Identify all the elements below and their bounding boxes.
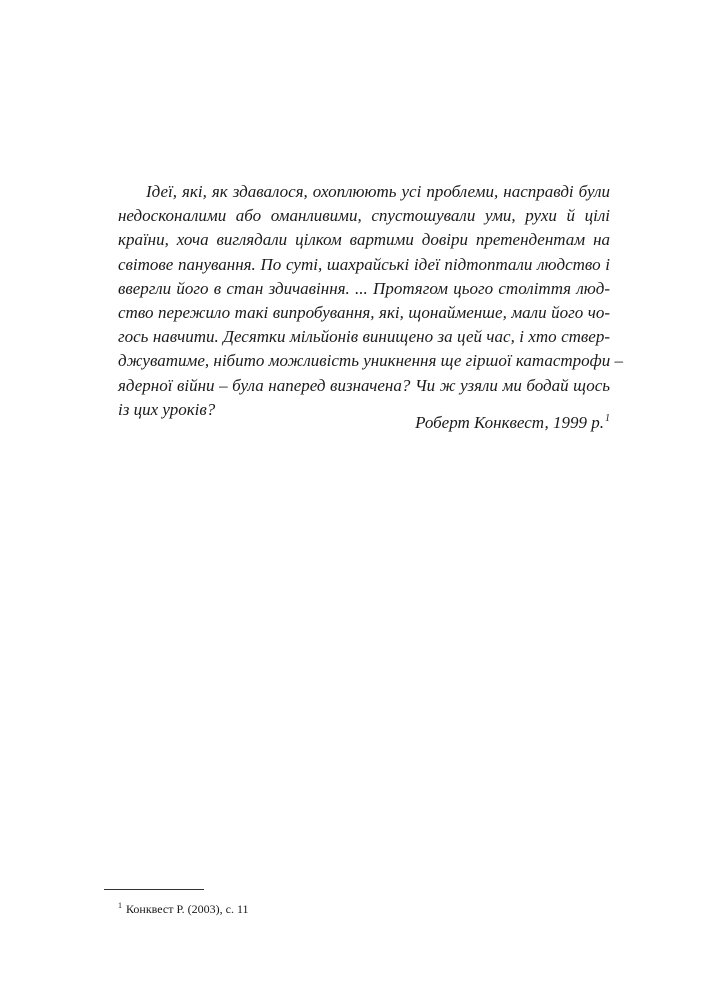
quote-line: із цих уроків? bbox=[118, 399, 216, 419]
quote-line: ство пережило такі випробування, які, щонайменше, мали його чо- bbox=[118, 302, 610, 322]
quote-line: ядерної війни – була наперед визначена? Чи ж узяли ми бодай щось bbox=[118, 375, 610, 395]
attribution-text: Роберт Конквест, 1999 р. bbox=[415, 413, 604, 432]
quote-line: гось навчити. Десятки мільйонів винищено за цей час, і хто ствер- bbox=[118, 327, 610, 347]
footnote bbox=[118, 898, 249, 917]
quote-attribution bbox=[415, 407, 610, 435]
quote-line: ввергли його в стан здичавіння. ... Протягом цього століття люд- bbox=[118, 278, 610, 298]
footnote-text: Конквест Р. (2003), с. 11 bbox=[126, 902, 249, 916]
footnote-number: 1 bbox=[118, 901, 122, 910]
epigraph-quote bbox=[118, 180, 623, 422]
footnote-divider bbox=[104, 889, 204, 890]
quote-line: світове панування. По суті, шахрайські ідеї підтоптали людство і bbox=[118, 254, 610, 274]
quote-line: джуватиме, нібито можливість уникнення ще гіршої катастрофи – bbox=[118, 351, 623, 371]
quote-line: країни, хоча виглядали цілком вартими довіри претендентам на bbox=[118, 230, 610, 250]
footnote-reference[interactable]: 1 bbox=[605, 413, 610, 424]
quote-line: Ідеї, які, як здавалося, охоплюють усі проблеми, насправді були bbox=[146, 182, 610, 201]
quote-line: недосконалими або оманливими, спустошували уми, рухи й цілі bbox=[118, 206, 610, 226]
